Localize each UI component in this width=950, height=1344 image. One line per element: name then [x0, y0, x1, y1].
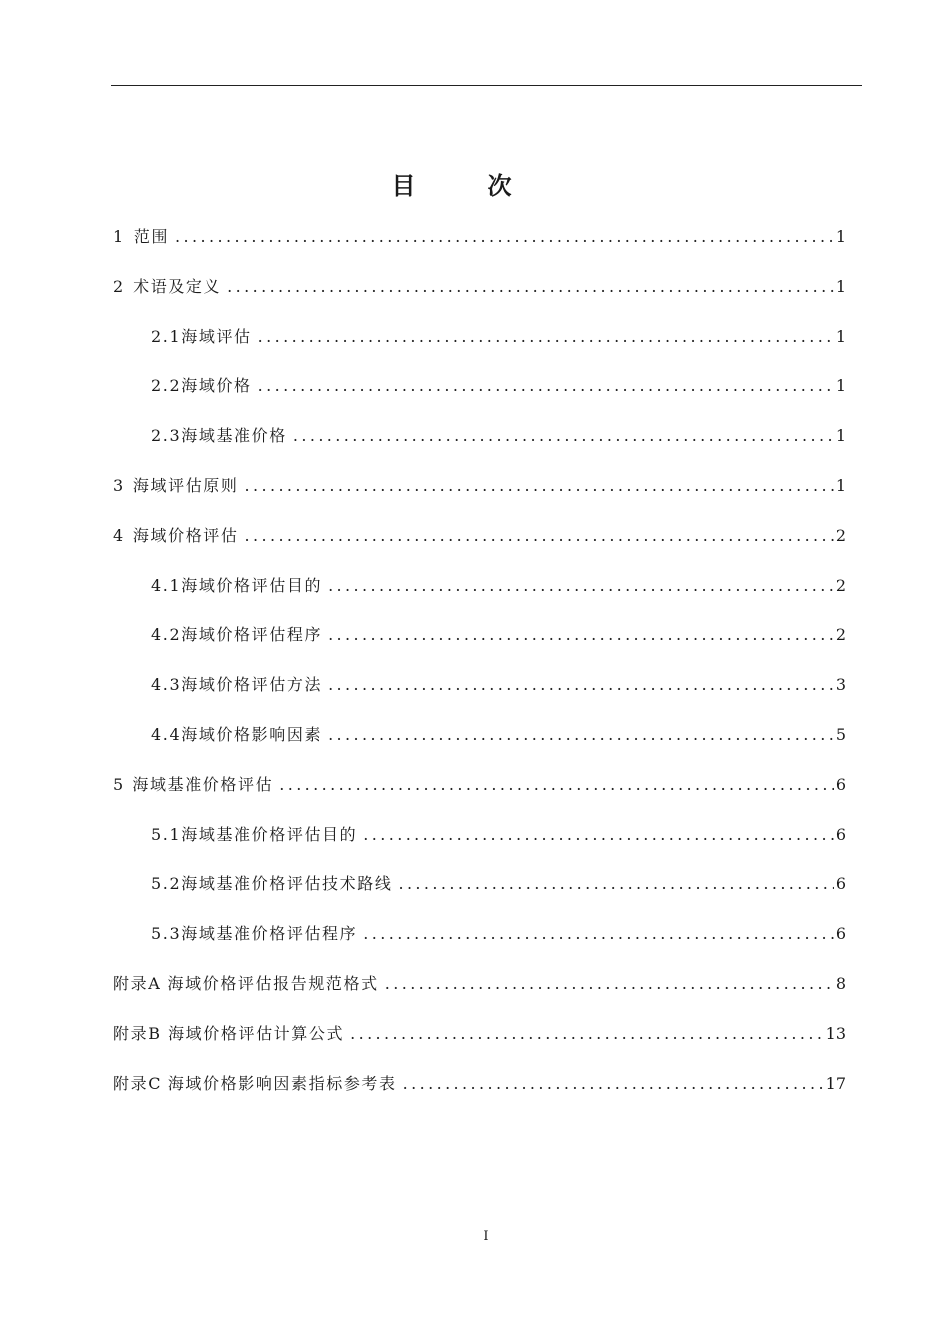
- toc-entry-number: 2.2: [151, 376, 182, 396]
- toc-entry-title: 海域价格评估: [132, 525, 239, 545]
- toc-entry-page: 17: [825, 1073, 846, 1093]
- toc-dot-leader: [350, 1021, 824, 1047]
- toc-dot-leader: [328, 722, 834, 748]
- toc-entry[interactable]: [113, 1021, 846, 1047]
- toc-entry-title: 海域基准价格评估目的: [181, 824, 358, 844]
- toc-entry-page: 1: [835, 227, 846, 246]
- toc-dot-leader: [258, 324, 834, 350]
- toc-entry-number: 3: [113, 476, 125, 495]
- toc-entry-number: 附录C: [113, 1073, 163, 1093]
- toc-dot-leader: [245, 523, 834, 549]
- toc-dot-leader: [328, 622, 834, 648]
- toc-dot-leader: [363, 921, 834, 947]
- toc-dot-leader: [398, 871, 833, 897]
- toc-entry[interactable]: [151, 921, 846, 947]
- toc-entry-title: 海域评估: [181, 326, 252, 346]
- toc-entry-page: 1: [835, 426, 846, 446]
- toc-entry-page: 2: [835, 525, 846, 545]
- toc-entry-title: 海域价格影响因素: [181, 725, 323, 744]
- toc-entry[interactable]: [113, 971, 846, 997]
- toc-entry[interactable]: [113, 772, 846, 798]
- toc-entry-page: 13: [825, 1023, 846, 1043]
- page-number: I: [483, 1229, 489, 1244]
- toc-entry-page: 8: [835, 974, 846, 993]
- toc-entry-page: 1: [835, 376, 846, 396]
- toc-dot-leader: [227, 274, 834, 300]
- toc-entry-page: 2: [835, 575, 846, 595]
- header-rule: [111, 85, 862, 86]
- toc-entry-page: 5: [835, 725, 846, 744]
- toc-entry[interactable]: [113, 473, 846, 499]
- toc-entry-number: 1: [113, 227, 125, 246]
- toc-entry-number: 附录A: [113, 974, 162, 993]
- toc-entry-page: 6: [835, 824, 846, 844]
- toc-entry-page: 3: [835, 675, 846, 695]
- toc-entry-number: 2.1: [151, 326, 182, 346]
- toc-entry[interactable]: [151, 722, 846, 748]
- toc-entry-title: 海域基准价格评估: [132, 774, 274, 794]
- toc-entry-number: 4.2: [151, 625, 182, 645]
- toc-entry-number: 5.3: [151, 924, 182, 944]
- toc-entry[interactable]: [113, 1071, 846, 1097]
- toc-entry-page: 2: [835, 625, 846, 645]
- toc-entry-number: 2: [113, 276, 125, 296]
- toc-entry[interactable]: [151, 373, 846, 399]
- toc-entry[interactable]: [113, 224, 846, 250]
- toc-dot-leader: [328, 672, 834, 698]
- toc-entry-title: 范围: [133, 227, 170, 246]
- toc-dot-leader: [175, 224, 834, 250]
- toc-entry-number: 2.3: [151, 426, 182, 446]
- toc-dot-leader: [363, 822, 834, 848]
- toc-dot-leader: [385, 971, 834, 997]
- toc-entry-title: 海域价格评估计算公式: [168, 1023, 345, 1043]
- toc-dot-leader: [328, 573, 834, 599]
- toc-entry-title: 海域基准价格评估技术路线: [181, 874, 393, 894]
- toc-entry-title: 海域评估原则: [132, 476, 239, 495]
- toc-entry-number: 4.3: [151, 675, 182, 695]
- toc-entry-page: 1: [835, 476, 846, 495]
- toc-dot-leader: [258, 373, 834, 399]
- page-title: 目次: [391, 172, 584, 200]
- toc-entry[interactable]: [151, 871, 846, 897]
- toc-entry[interactable]: [151, 324, 846, 350]
- toc-entry-title: 海域价格: [181, 376, 252, 396]
- toc-dot-leader: [279, 772, 834, 798]
- toc-entry-title: 海域价格评估报告规范格式: [167, 974, 379, 993]
- toc-entry-title: 术语及定义: [133, 276, 222, 296]
- toc-dot-leader: [293, 423, 834, 449]
- toc-entry-page: 6: [835, 874, 846, 894]
- toc-entry-number: 4.4: [151, 725, 182, 744]
- toc-entry[interactable]: [151, 822, 846, 848]
- toc-entry-page: 6: [835, 924, 846, 944]
- toc-entry-number: 4: [113, 525, 125, 545]
- toc-entry[interactable]: [151, 622, 846, 648]
- toc-entry-number: 5.2: [151, 874, 182, 894]
- toc-entry-title: 海域价格评估方法: [181, 675, 323, 695]
- toc-entry-title: 海域价格评估目的: [181, 575, 323, 595]
- toc-dot-leader: [403, 1071, 824, 1097]
- toc-entry-page: 1: [835, 276, 846, 296]
- toc-entry-number: 5: [113, 774, 125, 794]
- toc-entry[interactable]: [151, 423, 846, 449]
- toc-entry-title: 海域基准价格: [181, 426, 287, 446]
- toc-entry-page: 6: [835, 774, 846, 794]
- toc-entry-page: 1: [835, 326, 846, 346]
- toc-entry-title: 海域价格评估程序: [181, 625, 323, 645]
- toc-entry[interactable]: [151, 672, 846, 698]
- toc-entry-title: 海域基准价格评估程序: [181, 924, 358, 944]
- toc-dot-leader: [245, 473, 834, 499]
- toc-entry-title: 海域价格影响因素指标参考表: [167, 1073, 397, 1093]
- toc-entry-number: 5.1: [151, 824, 182, 844]
- toc-entry[interactable]: [113, 274, 846, 300]
- toc-entry[interactable]: [151, 573, 846, 599]
- toc-entry[interactable]: [113, 523, 846, 549]
- toc-entry-number: 附录B: [113, 1023, 162, 1043]
- toc-entry-number: 4.1: [151, 575, 182, 595]
